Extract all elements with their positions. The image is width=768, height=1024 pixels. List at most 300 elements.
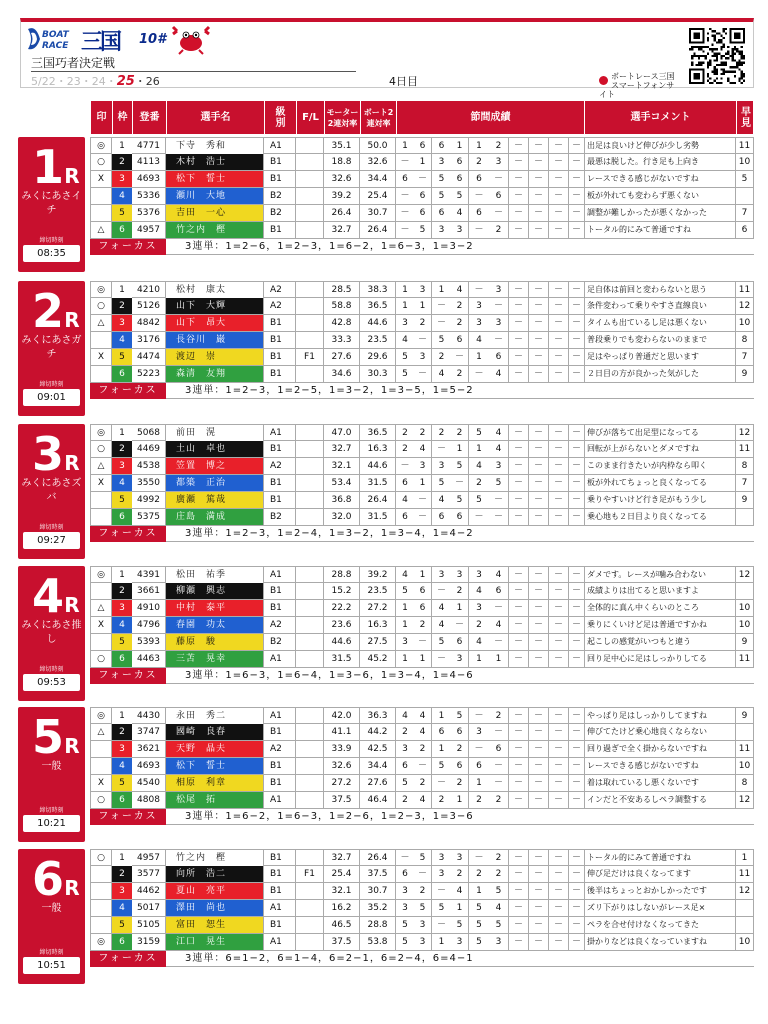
boat-rate: 34.4: [360, 758, 396, 774]
racer-row[interactable]: [90, 849, 754, 866]
col-waku: 枠: [113, 101, 133, 134]
racer-name[interactable]: 笠置 博之: [166, 458, 264, 474]
focus-row: [90, 526, 754, 542]
deadline-label: 締切時刻: [39, 807, 64, 814]
motor-rate: 31.5: [324, 651, 360, 667]
racer-name[interactable]: 三苫 晃幸: [166, 651, 264, 667]
early-mark: [736, 724, 754, 740]
racer-name[interactable]: 江口 晃生: [166, 934, 264, 950]
racer-row[interactable]: [90, 222, 754, 239]
session-result: －: [571, 335, 581, 345]
racer-reg-no: 3176: [132, 332, 166, 348]
racer-class: A1: [264, 138, 296, 154]
racer-comment: このまま行きたいが内枠なら叩く: [584, 458, 736, 474]
racer-row[interactable]: [90, 583, 754, 600]
racer-fl: [296, 917, 324, 933]
early-mark: 12: [736, 425, 754, 441]
racer-name[interactable]: 夏山 亮平: [166, 883, 264, 899]
motor-rate: 18.8: [324, 154, 360, 170]
session-result: －: [529, 708, 549, 724]
waku-badge: 2: [112, 298, 132, 314]
session-result: 4: [402, 495, 408, 505]
session-result: －: [549, 298, 569, 314]
racer-row[interactable]: [90, 651, 754, 668]
session-result: 1: [451, 792, 469, 808]
session-result: 3: [438, 853, 445, 863]
race-name: みくにあさガチ: [21, 335, 82, 360]
racer-comment: 着は取れているし悪くないです: [584, 775, 736, 791]
racer-name[interactable]: 柳瀬 興志: [166, 583, 264, 599]
racer-reg-no: 4957: [132, 850, 166, 866]
racer-row[interactable]: [90, 566, 754, 583]
session-result: －: [414, 758, 432, 774]
racer-name[interactable]: 吉田 一心: [166, 205, 264, 221]
qr-code-icon[interactable]: [689, 28, 745, 84]
session-result: －: [571, 744, 581, 754]
prediction-mark: [90, 900, 112, 916]
racer-class: B1: [264, 492, 296, 508]
session-result: 1: [402, 301, 408, 311]
bullet-icon: [599, 76, 608, 85]
session-result: －: [436, 444, 446, 454]
racer-row[interactable]: [90, 424, 754, 441]
racer-name[interactable]: 松尾 拓: [166, 792, 264, 808]
session-result: 4: [489, 567, 509, 583]
session-result: －: [509, 567, 529, 583]
session-result: 5: [402, 778, 408, 788]
session-result: 4: [402, 570, 408, 580]
early-mark: 7: [736, 205, 754, 221]
racer-name[interactable]: 松村 康太: [166, 282, 264, 298]
session-result: －: [529, 425, 549, 441]
racer-row[interactable]: [90, 634, 754, 651]
racer-row[interactable]: [90, 724, 754, 741]
session-result: 1: [438, 937, 445, 947]
session-result: －: [571, 586, 581, 596]
racer-row[interactable]: [90, 458, 754, 475]
session-result: －: [509, 724, 529, 740]
session-result: －: [549, 741, 569, 757]
racer-comment: ペラを合せ付けなくなってきた: [584, 917, 736, 933]
racer-row[interactable]: [90, 492, 754, 509]
racer-comment: 回り足中心に足はしっかりしてる: [584, 651, 736, 667]
session-result: 4: [489, 366, 509, 382]
focus-row: [90, 668, 754, 684]
racer-comment: 回り過ぎで全く掛からないですね: [584, 741, 736, 757]
session-result: －: [549, 171, 569, 187]
racer-class: A1: [264, 651, 296, 667]
session-result: －: [549, 934, 569, 950]
motor-rate: 16.2: [324, 900, 360, 916]
racer-class: A2: [264, 298, 296, 314]
racer-name[interactable]: 下寺 秀和: [166, 138, 264, 154]
racer-row[interactable]: [90, 366, 754, 383]
session-result: 2: [414, 775, 432, 791]
motor-rate: 32.1: [324, 883, 360, 899]
racer-name[interactable]: 竹之内 樫: [166, 850, 264, 866]
racer-name[interactable]: 森清 友翔: [166, 366, 264, 382]
prediction-mark: ◎: [90, 708, 112, 724]
waku-badge: 6: [112, 934, 132, 950]
early-mark: 11: [736, 866, 754, 882]
session-result: 1: [489, 651, 509, 667]
session-result: 2: [489, 866, 509, 882]
motor-rate: 32.7: [324, 441, 360, 457]
session-result: 6: [489, 349, 509, 365]
racer-name[interactable]: 庄島 満成: [166, 509, 264, 525]
focus-label: フォーカス: [90, 951, 166, 967]
motor-rate: 33.9: [324, 741, 360, 757]
svg-text:R: R: [64, 451, 80, 475]
racer-class: B1: [264, 171, 296, 187]
session-result: 1: [402, 141, 408, 151]
prediction-mark: [90, 634, 112, 650]
racer-name[interactable]: 國崎 良春: [166, 724, 264, 740]
racer-row[interactable]: [90, 281, 754, 298]
motor-rate: 53.4: [324, 475, 360, 491]
racer-name[interactable]: 松下 誓士: [166, 758, 264, 774]
motor-rate: 32.7: [324, 222, 360, 238]
racer-name[interactable]: 永田 秀二: [166, 708, 264, 724]
session-result: －: [549, 634, 569, 650]
prediction-mark: [90, 332, 112, 348]
session-result: 2: [489, 850, 509, 866]
session-result: －: [549, 917, 569, 933]
session-result: －: [489, 298, 509, 314]
session-result: －: [509, 850, 529, 866]
svg-text:R: R: [64, 876, 80, 900]
session-result: 2: [414, 741, 432, 757]
session-result: －: [549, 366, 569, 382]
session-result: 5: [476, 428, 482, 438]
session-result: 6: [438, 512, 445, 522]
col-boat: ボート2連対率: [361, 101, 397, 134]
boat-rate: 44.2: [360, 724, 396, 740]
racer-row[interactable]: [90, 600, 754, 617]
session-result: 3: [414, 934, 432, 950]
racer-reg-no: 5376: [132, 205, 166, 221]
boat-rate: 29.6: [360, 349, 396, 365]
session-result: －: [571, 225, 581, 235]
racer-row[interactable]: [90, 315, 754, 332]
session-result: －: [571, 761, 581, 771]
session-result: 6: [438, 727, 445, 737]
svg-text:1: 1: [31, 140, 65, 189]
racer-reg-no: 5393: [132, 634, 166, 650]
focus-label: フォーカス: [90, 239, 166, 255]
session-result: 5: [402, 352, 408, 362]
session-result: 5: [438, 174, 445, 184]
waku-badge: 3: [112, 600, 132, 616]
racer-comment: レースできる感じがないですね: [584, 171, 736, 187]
day-label: 4日目: [389, 75, 418, 88]
racer-reg-no: 4957: [132, 222, 166, 238]
session-result: －: [509, 758, 529, 774]
session-result: －: [571, 352, 581, 362]
deadline-time: 10:21: [23, 815, 80, 832]
racer-fl: [296, 282, 324, 298]
session-result: －: [529, 475, 549, 491]
racer-name[interactable]: 土山 卓也: [166, 441, 264, 457]
deadline-label: 締切時刻: [39, 237, 64, 244]
prediction-mark: [90, 366, 112, 382]
racer-name[interactable]: 相原 利章: [166, 775, 264, 791]
smartphone-site-link[interactable]: ボートレース三国 スマートフォンサイト: [599, 72, 675, 99]
session-result: 6: [451, 509, 469, 525]
session-result: －: [436, 586, 446, 596]
early-mark: 11: [736, 282, 754, 298]
focus-row: [90, 951, 754, 967]
racer-row[interactable]: [90, 137, 754, 154]
session-result: －: [529, 600, 549, 616]
session-result: －: [549, 138, 569, 154]
session-result: 3: [438, 570, 445, 580]
session-result: 6: [451, 724, 469, 740]
session-result: 3: [414, 917, 432, 933]
session-result: －: [529, 850, 549, 866]
session-result: －: [571, 711, 581, 721]
racer-name[interactable]: 廣瀬 篤哉: [166, 492, 264, 508]
racer-name[interactable]: 松田 祐季: [166, 567, 264, 583]
svg-text:R: R: [64, 164, 80, 188]
racer-row[interactable]: [90, 188, 754, 205]
early-mark: 10: [736, 315, 754, 331]
session-result: －: [436, 654, 446, 664]
racer-name[interactable]: 春園 功太: [166, 617, 264, 633]
racer-row[interactable]: [90, 441, 754, 458]
prediction-mark: [90, 741, 112, 757]
racer-class: B1: [264, 850, 296, 866]
session-result: 1: [414, 154, 432, 170]
early-mark: 10: [736, 617, 754, 633]
session-result: 3: [476, 603, 482, 613]
racer-fl: [296, 366, 324, 382]
session-result: －: [571, 853, 581, 863]
session-result: 6: [451, 171, 469, 187]
boat-rate: 27.5: [360, 634, 396, 650]
session-result: －: [489, 775, 509, 791]
racer-name[interactable]: 前田 滉: [166, 425, 264, 441]
racer-fl: [296, 441, 324, 457]
racer-name[interactable]: 竹之内 樫: [166, 222, 264, 238]
boat-rate: 27.6: [360, 775, 396, 791]
racer-class: A2: [264, 617, 296, 633]
racer-reg-no: 3550: [132, 475, 166, 491]
racer-row[interactable]: [90, 741, 754, 758]
session-result: 3: [402, 318, 408, 328]
racer-row[interactable]: [90, 917, 754, 934]
racer-row[interactable]: [90, 298, 754, 315]
session-result: 3: [451, 567, 469, 583]
boat-rate: 46.4: [360, 792, 396, 808]
session-result: －: [509, 509, 529, 525]
session-result: 2: [451, 583, 469, 599]
deadline-time: 09:27: [23, 532, 80, 549]
session-result: －: [509, 934, 529, 950]
session-result: －: [509, 298, 529, 314]
session-result: －: [529, 458, 549, 474]
waku-badge: 3: [112, 883, 132, 899]
session-result: 6: [414, 583, 432, 599]
session-result: －: [571, 495, 581, 505]
motor-rate: 39.2: [324, 188, 360, 204]
waku-badge: 6: [112, 792, 132, 808]
prediction-mark: X: [90, 349, 112, 365]
racer-row[interactable]: [90, 866, 754, 883]
racer-row[interactable]: [90, 934, 754, 951]
session-result: 1: [476, 141, 482, 151]
session-result: －: [571, 444, 581, 454]
session-result: －: [571, 369, 581, 379]
session-result: 1: [414, 567, 432, 583]
session-result: 2: [414, 883, 432, 899]
racer-name[interactable]: 長谷川 巌: [166, 332, 264, 348]
early-mark: 5: [736, 171, 754, 187]
racer-name[interactable]: 澤田 尚也: [166, 900, 264, 916]
session-result: －: [414, 492, 432, 508]
session-result: －: [549, 792, 569, 808]
waku-badge: 1: [112, 425, 132, 441]
early-mark: 11: [736, 651, 754, 667]
racer-class: B1: [264, 222, 296, 238]
racer-name[interactable]: 藤原 駿: [166, 634, 264, 650]
session-result: 3: [451, 934, 469, 950]
early-mark: 10: [736, 600, 754, 616]
session-result: 6: [438, 141, 445, 151]
racer-row[interactable]: [90, 509, 754, 526]
racer-comment: トータル的にみて普通ですね: [584, 850, 736, 866]
session-result: －: [571, 778, 581, 788]
session-result: 6: [402, 869, 408, 879]
session-result: －: [571, 603, 581, 613]
early-mark: 9: [736, 366, 754, 382]
venue-number: 10#: [139, 32, 167, 47]
racer-name[interactable]: 山下 昂大: [166, 315, 264, 331]
session-result: 5: [402, 586, 408, 596]
racer-name[interactable]: 松下 誓士: [166, 171, 264, 187]
session-result: 2: [402, 428, 408, 438]
session-result: 2: [489, 792, 509, 808]
racer-name[interactable]: 渡辺 崇: [166, 349, 264, 365]
session-result: －: [509, 366, 529, 382]
racer-row[interactable]: [90, 349, 754, 366]
early-mark: 8: [736, 332, 754, 348]
racer-name[interactable]: 木村 浩士: [166, 154, 264, 170]
racer-row[interactable]: [90, 475, 754, 492]
racer-comment: 全体的に真ん中くらいのところ: [584, 600, 736, 616]
racer-reg-no: 4210: [132, 282, 166, 298]
session-result: －: [436, 778, 446, 788]
racer-row[interactable]: [90, 792, 754, 809]
racer-fl: [296, 708, 324, 724]
session-result: 1: [451, 441, 469, 457]
waku-badge: 4: [112, 475, 132, 491]
session-result: 1: [402, 620, 408, 630]
session-result: －: [529, 282, 549, 298]
racer-name[interactable]: 向所 浩二: [166, 866, 264, 882]
racer-class: B1: [264, 475, 296, 491]
racer-row[interactable]: [90, 883, 754, 900]
session-result: －: [571, 208, 581, 218]
session-result: －: [489, 332, 509, 348]
racer-row[interactable]: [90, 758, 754, 775]
racer-row[interactable]: [90, 332, 754, 349]
racer-row[interactable]: [90, 171, 754, 188]
session-result: 4: [451, 205, 469, 221]
racer-class: B2: [264, 188, 296, 204]
session-result: －: [509, 315, 529, 331]
racer-name[interactable]: 富田 恕生: [166, 917, 264, 933]
racer-name[interactable]: 都築 正治: [166, 475, 264, 491]
session-result: －: [436, 301, 446, 311]
session-result: 6: [489, 741, 509, 757]
focus-label: フォーカス: [90, 383, 166, 399]
racer-name[interactable]: 天野 晶夫: [166, 741, 264, 757]
session-result: 2: [476, 478, 482, 488]
racer-reg-no: 5126: [132, 298, 166, 314]
session-result: －: [529, 205, 549, 221]
deadline-label: 締切時刻: [39, 524, 64, 531]
racer-row[interactable]: [90, 775, 754, 792]
session-result: －: [474, 512, 484, 522]
session-result: －: [549, 458, 569, 474]
racer-row[interactable]: [90, 900, 754, 917]
racer-fl: [296, 222, 324, 238]
racer-class: A1: [264, 425, 296, 441]
session-result: －: [571, 318, 581, 328]
racer-fl: [296, 651, 324, 667]
racer-name[interactable]: 中村 泰平: [166, 600, 264, 616]
motor-rate: 37.5: [324, 792, 360, 808]
session-result: －: [529, 617, 549, 633]
racer-name[interactable]: 山下 大輝: [166, 298, 264, 314]
racer-row[interactable]: [90, 154, 754, 171]
session-result: 3: [438, 869, 445, 879]
motor-rate: 42.0: [324, 708, 360, 724]
racer-comment: ２日目の方が良かった気がした: [584, 366, 736, 382]
racer-fl: [296, 792, 324, 808]
session-result: －: [571, 903, 581, 913]
racer-row[interactable]: [90, 205, 754, 222]
racer-class: B1: [264, 724, 296, 740]
session-result: 5: [476, 495, 482, 505]
session-result: －: [529, 222, 549, 238]
racer-comment: 最悪は脱した。行き足も上向き: [584, 154, 736, 170]
boat-rate: 26.4: [360, 222, 396, 238]
motor-rate: 33.3: [324, 332, 360, 348]
racer-name[interactable]: 瀬川 大地: [166, 188, 264, 204]
racer-comment: 乗りやすいけど行き足がもう少し: [584, 492, 736, 508]
motor-rate: 42.8: [324, 315, 360, 331]
session-result: 4: [451, 883, 469, 899]
racer-fl: [296, 425, 324, 441]
race-name: 一般: [41, 761, 62, 772]
focus-bets: 3連単：1=2−3，1=2−4，1=3−2，1=3−4，1=4−2: [185, 528, 474, 539]
session-result: 5: [451, 917, 469, 933]
boat-rate: 36.5: [360, 298, 396, 314]
session-result: 2: [476, 869, 482, 879]
racer-reg-no: 4391: [132, 567, 166, 583]
racer-reg-no: 5375: [132, 509, 166, 525]
racer-row[interactable]: [90, 617, 754, 634]
svg-text:4: 4: [31, 569, 65, 618]
racer-reg-no: 4771: [132, 138, 166, 154]
racer-row[interactable]: [90, 707, 754, 724]
boat-rate: 38.3: [360, 282, 396, 298]
session-result: 5: [438, 191, 445, 201]
motor-rate: 28.5: [324, 282, 360, 298]
session-result: 3: [438, 461, 445, 471]
